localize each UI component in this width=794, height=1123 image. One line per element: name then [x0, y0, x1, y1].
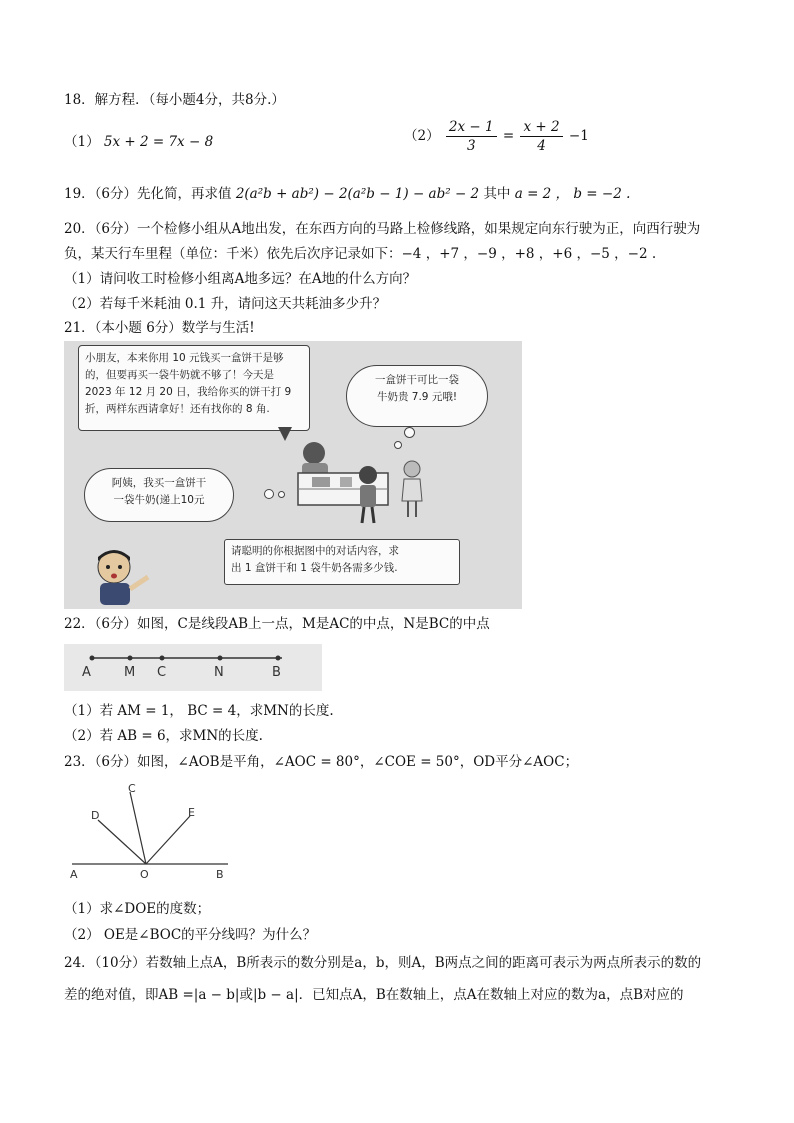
- question-speech-box: [224, 539, 460, 585]
- bubble1-line: 折，两样东西请拿好！还有找你的 8 角.: [85, 403, 270, 415]
- boy-body: [360, 485, 376, 507]
- q18-p1-equation: 5x + 2 = 7x − 8: [103, 134, 214, 150]
- boy-arm: [130, 577, 148, 589]
- boy-leg: [372, 507, 374, 523]
- point-n-label: N: [214, 665, 224, 680]
- q19-prefix: 19．（6分）先化简，再求值: [64, 186, 232, 202]
- thought-cloud-bubble: [346, 365, 488, 427]
- point-c-label: C: [157, 665, 167, 680]
- point-c-dot: [160, 656, 165, 661]
- q18-p1-label: （1）: [64, 134, 100, 150]
- fraction-2-denominator: 4: [537, 138, 546, 154]
- point-b-dot: [276, 656, 281, 661]
- equals-sign: =: [502, 128, 515, 144]
- ray-od: [98, 820, 146, 864]
- q18-p2-tail: −1: [568, 128, 589, 144]
- fraction-2: [520, 118, 562, 155]
- q18-title: 18．解方程．（每小题4分，共8分.）: [64, 92, 285, 108]
- girl-head: [404, 461, 420, 477]
- q19-values: a = 2 ， b = −2 .: [514, 186, 631, 202]
- q22-sub1: （1）若 AM = 1， BC = 4，求MN的长度.: [64, 703, 334, 719]
- point-m-dot: [128, 656, 133, 661]
- boy-shirt: [100, 583, 130, 605]
- q20-sub2: （2）若每千米耗油 0.1 升，请问这天共耗油多少升？: [64, 296, 387, 312]
- q20-line2: 负，某天行车里程（单位：千米）依先后次序记录如下：−4 ，+7 ，−9 ，+8 ，+6 ，−5 ，−2 .: [64, 246, 657, 262]
- q22-sub2: （2）若 AB = 6，求MN的长度.: [64, 728, 263, 744]
- point-n-dot: [218, 656, 223, 661]
- q19-expression: 2(a²b + ab²) − 2(a²b − 1) − ab² − 2: [235, 186, 480, 202]
- ray-oc: [130, 792, 146, 864]
- angle-figure: [64, 782, 234, 882]
- boy-leg: [362, 507, 364, 523]
- bubble3-line: 阿姨，我买一盒饼干: [111, 477, 207, 489]
- q18-part2: [404, 118, 589, 155]
- q20-sub1: （1）请问收工时检修小组离A地多远？在A地的什么方向？: [64, 271, 417, 287]
- point-a-label: A: [82, 665, 91, 680]
- point-a-dot: [90, 656, 95, 661]
- speech-dot: [264, 489, 274, 499]
- q23-sub2: （2） OE是∠BOC的平分线吗？为什么？: [64, 927, 317, 943]
- point-a-label: A: [70, 868, 78, 881]
- q24-line1: 24．（10分）若数轴上点A，B所表示的数分别是a，b，则A，B两点之间的距离可表示为两点所表示的数的: [64, 955, 702, 971]
- pointing-boy-figure: [88, 545, 158, 605]
- q23-sub1: （1）求∠DOE的度数；: [64, 901, 211, 917]
- point-b-label: B: [272, 665, 281, 680]
- point-o-label: O: [140, 868, 149, 881]
- fraction-1: [446, 118, 497, 155]
- fraction-1-numerator: 2x − 1: [446, 118, 497, 137]
- bubble2-line: 牛奶贵 7.9 元哦!: [376, 391, 458, 403]
- q24-line2: 差的绝对值，即AB =|a − b|或|b − a|．已知点A，B在数轴上，点A在数轴上对应的数为a，点B对应的: [64, 987, 684, 1003]
- shop-counter-scene: [284, 431, 434, 531]
- bubble4-line: 请聪明的你根据图中的对话内容，求: [231, 545, 399, 557]
- shopkeeper-speech-bubble: [78, 345, 310, 431]
- angle-diagram-svg: [64, 782, 234, 882]
- q19-suffix: 其中: [483, 186, 511, 202]
- boy-mouth: [111, 574, 117, 579]
- point-e-label: E: [188, 806, 195, 819]
- milk-bag: [340, 477, 352, 487]
- q23-title: 23．（6分）如图，∠AOB是平角，∠AOC = 80°，∠COE = 50°，OD平分∠AOC；: [64, 754, 579, 770]
- bubble1-line: 的，但要再买一袋牛奶就不够了！今天是: [85, 369, 274, 381]
- biscuit-box: [312, 477, 330, 487]
- q18-p2-label: （2）: [404, 128, 440, 144]
- line-segment-figure: [64, 644, 322, 691]
- q18-part1: [64, 132, 213, 152]
- girl-body: [402, 479, 422, 501]
- fraction-2-numerator: x + 2: [520, 118, 562, 137]
- q20-line1: 20．（6分）一个检修小组从A地出发，在东西方向的马路上检修线路，如果规定向东行驶为正，向西行驶为: [64, 221, 701, 237]
- point-c-label: C: [128, 782, 136, 795]
- q19-line: [64, 184, 630, 204]
- shopping-comic-illustration: [64, 341, 522, 609]
- bubble2-line: 一盒饼干可比一袋: [375, 374, 459, 386]
- bubble1-line: 小朋友，本来你用 10 元钱买一盒饼干是够: [85, 352, 284, 364]
- boy-eye: [106, 565, 110, 569]
- child-speech-bubble: [84, 468, 234, 522]
- boy-eye: [118, 565, 122, 569]
- point-b-label: B: [216, 868, 224, 881]
- boy-head: [359, 466, 377, 484]
- point-d-label: D: [91, 809, 100, 822]
- q21-title: 21．（本小题 6分）数学与生活!: [64, 320, 255, 336]
- q22-title: 22．（6分）如图，C是线段AB上一点，M是AC的中点，N是BC的中点: [64, 616, 490, 632]
- bubble4-line: 出 1 盒饼干和 1 袋牛奶各需多少钱.: [231, 562, 398, 574]
- ray-oe: [146, 816, 190, 864]
- point-m-label: M: [124, 665, 136, 680]
- bubble3-line: 一袋牛奶(递上10元: [113, 494, 205, 506]
- shopkeeper-head: [303, 442, 325, 464]
- fraction-1-denominator: 3: [466, 138, 476, 154]
- bubble1-line: 2023 年 12 月 20 日，我给你买的饼干打 9: [85, 386, 292, 398]
- segment-ab-svg: [64, 644, 322, 691]
